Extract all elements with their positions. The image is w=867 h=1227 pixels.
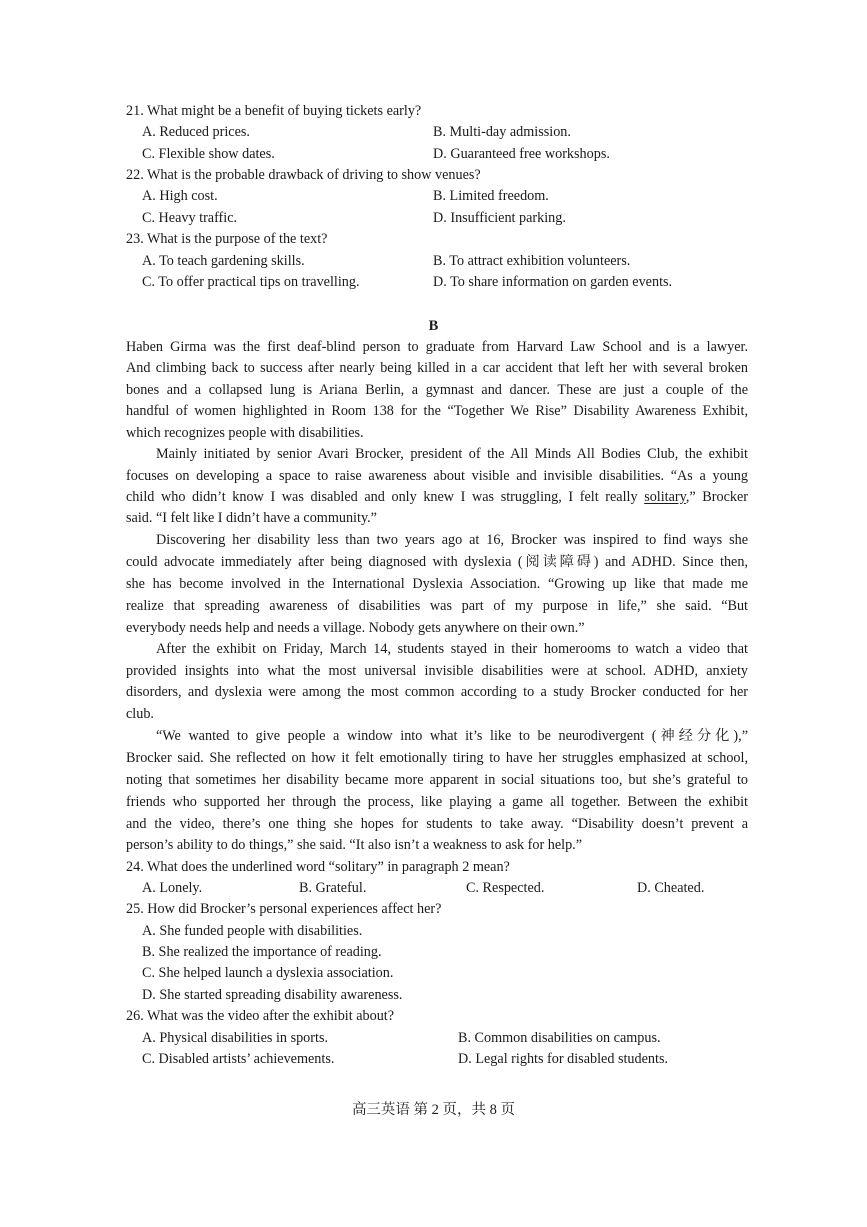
passage-line: could advocate immediately after being diagnosed with dyslexia (阅读障碍) and ADHD. Since then, — [126, 554, 748, 570]
question-24-option-c: C. Respected. — [466, 880, 545, 896]
question-26-option-b: B. Common disabilities on campus. — [458, 1030, 661, 1046]
question-22-option-c: C. Heavy traffic. — [142, 210, 238, 226]
passage-line: friends who supported her through the process, like playing a game all together. Between the exhibit — [126, 794, 748, 810]
question-25-option-a: A. She funded people with disabilities. — [142, 923, 363, 939]
passage-line: person’s ability to do things,” she said. “It also isn’t a weakness to ask for help.” — [126, 837, 583, 853]
page-footer: 高三英语 第 2 页，共 8 页 — [351, 1102, 516, 1118]
question-24-stem: 24. What does the underlined word “solitary” in paragraph 2 mean? — [126, 859, 510, 875]
passage-line: bones and a collapsed lung is Ariana Berlin, a gymnast and dancer. These are just a couple of the — [126, 382, 748, 398]
passage-line: which recognizes people with disabilities. — [126, 425, 364, 441]
question-23-option-c: C. To offer practical tips on travelling. — [142, 274, 360, 290]
question-25-option-d: D. She started spreading disability awareness. — [142, 987, 403, 1003]
passage-text: child who didn’t know I was disabled and only knew I was struggling, I felt really — [126, 489, 645, 505]
question-26-option-d: D. Legal rights for disabled students. — [458, 1051, 669, 1067]
passage-line-with-underline — [126, 488, 748, 506]
passage-line: focuses on developing a space to raise awareness about visible and invisible disabilities. “As a young — [126, 468, 748, 484]
section-heading: B — [428, 318, 439, 334]
passage-text: ,” Brocker — [685, 489, 748, 505]
passage-line: and the video, there’s one thing she hopes for students to take away. “Disability doesn’t prevent a — [126, 816, 748, 832]
question-25-option-b: B. She realized the importance of reading. — [142, 944, 382, 960]
question-21-option-a: A. Reduced prices. — [142, 124, 250, 140]
passage-line: Haben Girma was the first deaf-blind person to graduate from Harvard Law School and is a lawyer. — [126, 339, 748, 355]
underlined-word-solitary: solitary — [644, 489, 686, 505]
question-21-option-d: D. Guaranteed free workshops. — [433, 146, 610, 162]
passage-line: Brocker said. She reflected on how it felt emotionally tiring to have her struggles emphasized at school, — [126, 750, 748, 766]
question-24-option-a: A. Lonely. — [142, 880, 203, 896]
question-26-stem: 26. What was the video after the exhibit about? — [126, 1008, 395, 1024]
question-23-option-d: D. To share information on garden events. — [433, 274, 673, 290]
passage-line: handful of women highlighted in Room 138 for the “Together We Rise” Disability Awareness Exhibit, — [126, 403, 748, 419]
passage-line: everybody needs help and needs a village. Nobody gets anywhere on their own.” — [126, 620, 585, 636]
question-25-option-c: C. She helped launch a dyslexia association. — [142, 965, 394, 981]
passage-line: realize that spreading awareness of disabilities was part of my purpose in life,” she said. “But — [126, 598, 748, 614]
question-24-option-b: B. Grateful. — [299, 880, 367, 896]
passage-line: “We wanted to give people a window into what it’s like to be neurodivergent (神经分化),” — [156, 728, 748, 744]
question-22-stem: 22. What is the probable drawback of driving to show venues? — [126, 167, 481, 183]
question-26-option-c: C. Disabled artists’ achievements. — [142, 1051, 335, 1067]
question-23-option-a: A. To teach gardening skills. — [142, 253, 305, 269]
question-22-option-d: D. Insufficient parking. — [433, 210, 566, 226]
passage-line: And climbing back to success after nearly being killed in a car accident that left her with several broken — [126, 360, 748, 376]
passage-line: After the exhibit on Friday, March 14, students stayed in their homerooms to watch a video that — [156, 641, 748, 657]
passage-line: said. “I felt like I didn’t have a community.” — [126, 510, 377, 526]
question-22-option-a: A. High cost. — [142, 188, 218, 204]
passage-line: she has become involved in the International Dyslexia Association. “Growing up like that made me — [126, 576, 748, 592]
question-21-option-b: B. Multi-day admission. — [433, 124, 571, 140]
question-26-option-a: A. Physical disabilities in sports. — [142, 1030, 329, 1046]
passage-line: disorders, and dyslexia were among the most common according to a study Brocker conducted for her — [126, 684, 748, 700]
question-25-stem: 25. How did Brocker’s personal experiences affect her? — [126, 901, 442, 917]
question-23-stem: 23. What is the purpose of the text? — [126, 231, 328, 247]
question-21-stem: 21. What might be a benefit of buying tickets early? — [126, 103, 422, 119]
passage-line: club. — [126, 706, 154, 722]
passage-line: provided insights into what the most universal invisible disabilities were at school. ADHD, anxiety — [126, 663, 748, 679]
passage-line: Mainly initiated by senior Avari Brocker, president of the All Minds All Bodies Club, the exhibit — [156, 446, 748, 462]
question-24-option-d: D. Cheated. — [637, 880, 705, 896]
passage-line: noting that sometimes her disability became more apparent in social situations too, but she’s grateful to — [126, 772, 748, 788]
question-22-option-b: B. Limited freedom. — [433, 188, 549, 204]
question-21-option-c: C. Flexible show dates. — [142, 146, 275, 162]
question-23-option-b: B. To attract exhibition volunteers. — [433, 253, 631, 269]
passage-line: Discovering her disability less than two years ago at 16, Brocker was inspired to find ways she — [156, 532, 748, 548]
